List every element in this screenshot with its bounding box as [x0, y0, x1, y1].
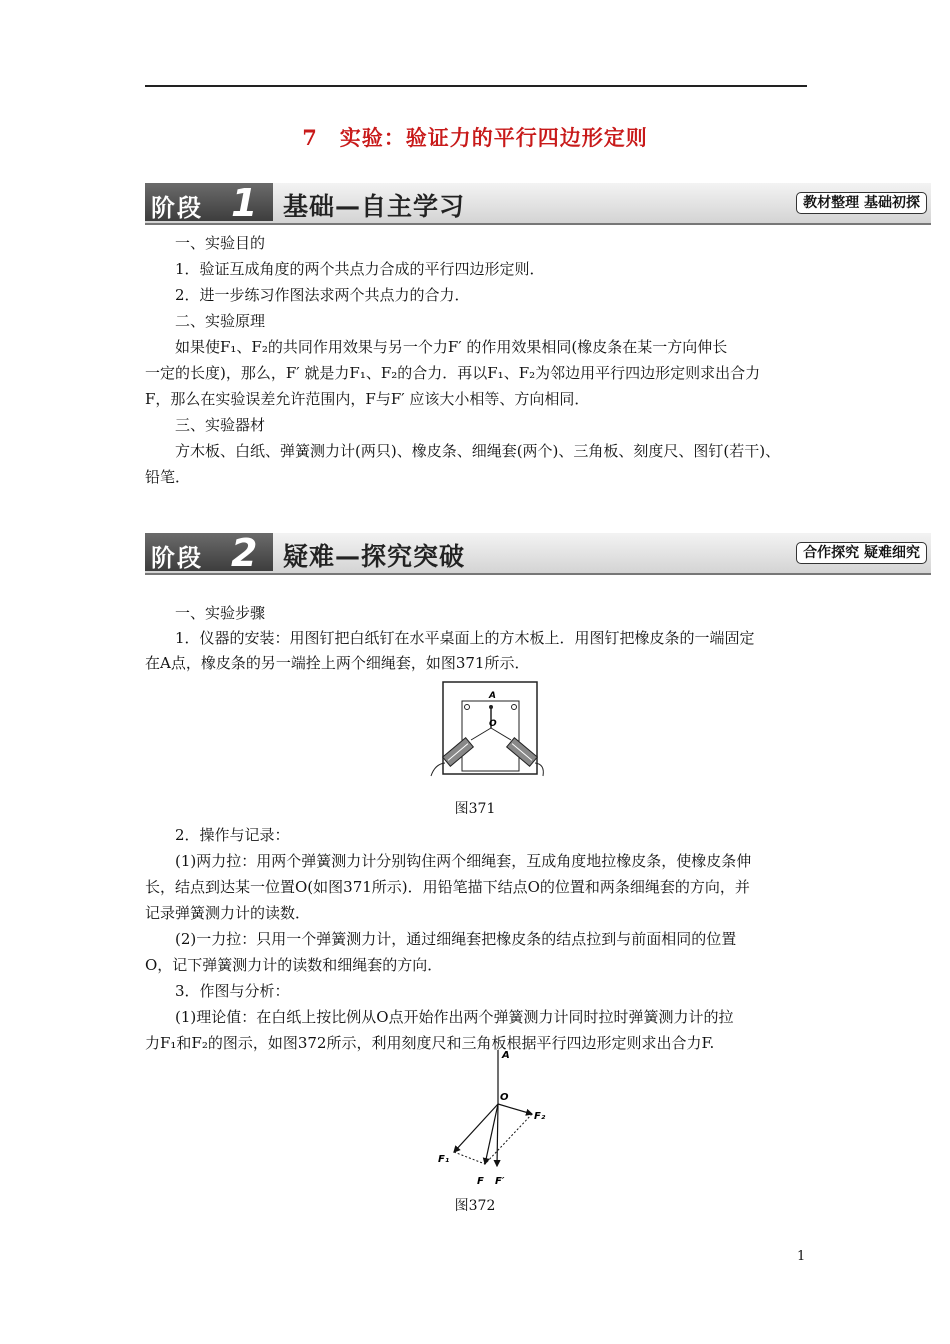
s1-line: 2．进一步练习作图法求两个共点力的合力．	[175, 286, 470, 304]
s2-line: 记录弹簧测力计的读数．	[145, 904, 311, 922]
stage2-word: 阶段	[151, 544, 203, 572]
stage1-word: 阶段	[151, 194, 203, 222]
s2-line: 2．操作与记录：	[175, 826, 290, 844]
s2-line: 在A点，橡皮条的另一端拴上两个细绳套，如图371所示．	[145, 654, 530, 672]
figure-371-apparatus	[425, 680, 545, 792]
figure-372-caption: 图372	[454, 1198, 496, 1214]
fig372-label-a: A	[502, 1050, 510, 1061]
s2-line: 一、实验步骤	[175, 604, 266, 622]
stage2-badge	[145, 531, 273, 575]
stage1-badge	[145, 181, 273, 225]
s2-line: 长，结点到达某一位置O(如图371所示)．用铅笔描下结点O的位置和两条细绳套的方向，并	[145, 878, 750, 896]
s1-line: 铅笔．	[145, 468, 191, 486]
s2-line: (1)两力拉：用两个弹簧测力计分别钩住两个细绳套，互成角度地拉橡皮条，使橡皮条伸	[175, 852, 752, 870]
fig372-label-fprime: F′	[495, 1176, 505, 1187]
fig371-label-o: O	[489, 719, 497, 729]
page-number: 1	[797, 1249, 806, 1264]
stage2-banner	[145, 533, 931, 575]
fig371-label-a: A	[489, 691, 496, 701]
s2-line: 力F₁和F₂的图示，如图372所示，利用刻度尺和三角板根据平行四边形定则求出合力F.	[145, 1034, 715, 1052]
figure-372-force-diagram	[430, 1044, 560, 1192]
s1-line: 一定的长度)，那么，F′ 就是力F₁、F₂的合力．再以F₁、F₂为邻边用平行四边形定则求出合力	[145, 364, 761, 382]
fig372-label-o: O	[500, 1092, 509, 1103]
s2-line: (2)一力拉：只用一个弹簧测力计，通过细绳套把橡皮条的结点拉到与前面相同的位置	[175, 930, 737, 948]
stage1-title: 基础—自主学习	[283, 192, 466, 221]
page-title: 7 实验：验证力的平行四边形定则	[302, 125, 648, 150]
s1-line: 二、实验原理	[175, 312, 266, 330]
fig372-label-f: F	[477, 1176, 484, 1187]
header-rule	[145, 85, 807, 87]
s1-line: 三、实验器材	[175, 416, 266, 434]
s1-line: 1．验证互成角度的两个共点力合成的平行四边形定则．	[175, 260, 545, 278]
stage2-title: 疑难—探究突破	[283, 542, 466, 571]
s2-line: (1)理论值：在白纸上按比例从O点开始作出两个弹簧测力计同时拉时弹簧测力计的拉	[175, 1008, 734, 1026]
s1-line: F，那么在实验误差允许范围内，F与F′ 应该大小相等、方向相同．	[145, 390, 590, 408]
s2-line: O，记下弹簧测力计的读数和细绳套的方向．	[145, 956, 443, 974]
s1-line: 如果使F₁、F₂的共同作用效果与另一个力F′ 的作用效果相同(橡皮条在某一方向伸长	[175, 338, 728, 356]
stage1-number: 1	[231, 181, 258, 225]
figure-371-caption: 图371	[454, 801, 496, 817]
s1-line: 方木板、白纸、弹簧测力计(两只)、橡皮条、细绳套(两个)、三角板、刻度尺、图钉(若干)、	[175, 442, 781, 460]
stage1-banner	[145, 183, 931, 225]
fig372-label-f1: F₁	[438, 1154, 450, 1165]
s2-line: 1．仪器的安装：用图钉把白纸钉在水平桌面上的方木板上．用图钉把橡皮条的一端固定	[175, 629, 755, 647]
stage1-tag: 教材整理 基础初探	[796, 192, 927, 214]
fig372-label-f2: F₂	[534, 1111, 546, 1122]
stage2-tag: 合作探究 疑难细究	[796, 542, 927, 564]
s2-line: 3．作图与分析：	[175, 982, 290, 1000]
s1-line: 一、实验目的	[175, 234, 266, 252]
stage2-number: 2	[231, 531, 258, 575]
